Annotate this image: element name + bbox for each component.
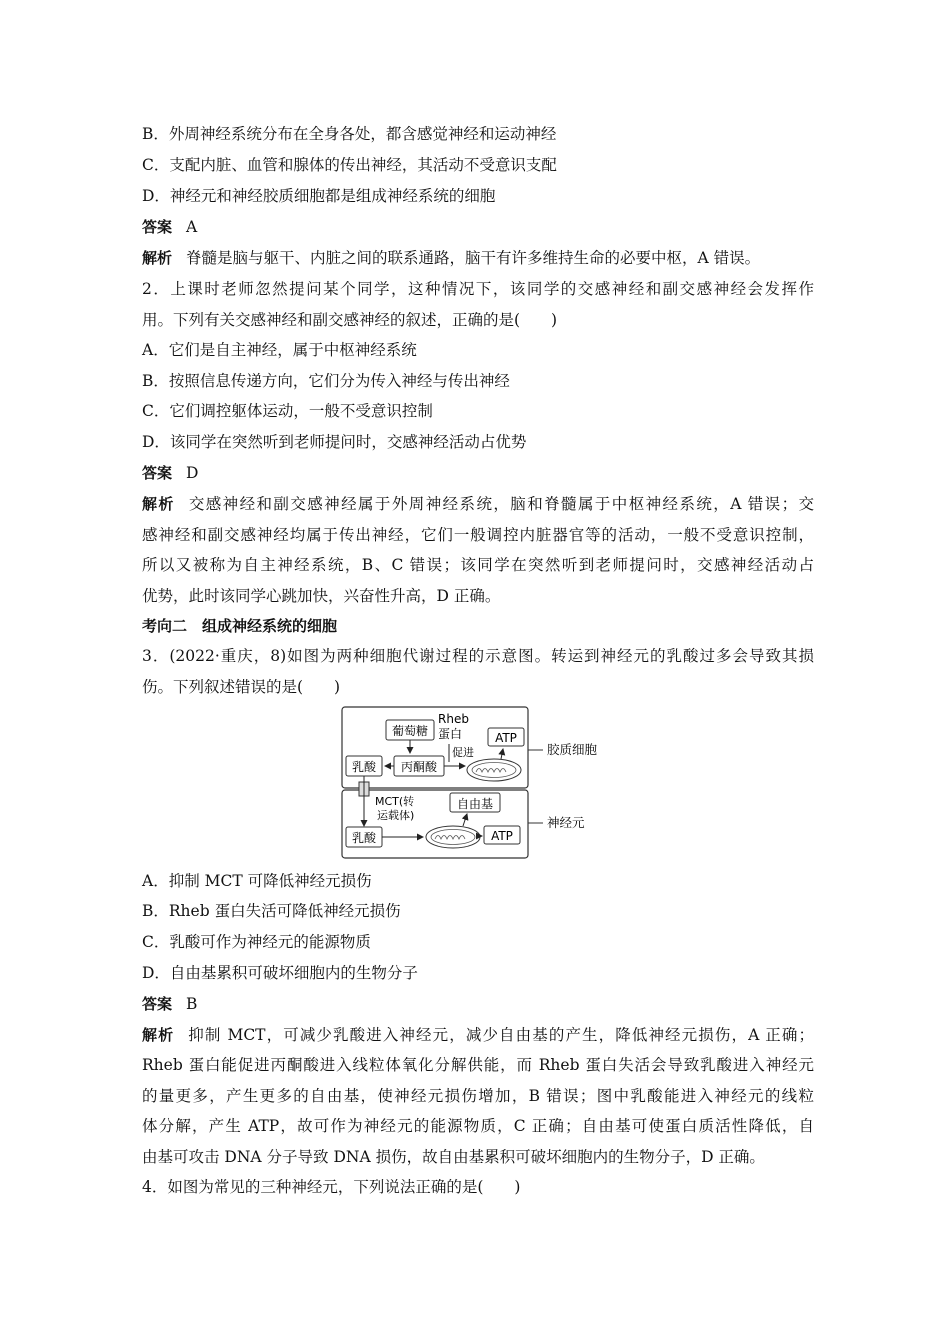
atp-top-text: ATP [495,731,517,745]
q3-analysis-line-3: 的量更多，产生更多的自由基，使神经元损伤增加，B 错误；图中乳酸能进入神经元的线粒 [142,1087,814,1105]
q2-stem-line-1: 2．上课时老师忽然提问某个同学，这种情况下，该同学的交感神经和副交感神经会发挥作 [142,280,814,298]
analysis-text: 交感神经和副交感神经属于外周神经系统，脑和脊髓属于中枢神经系统，A 错误；交 [188,495,814,513]
q2-option-b: B．按照信息传递方向，它们分为传入神经与传出神经 [142,372,510,390]
analysis-text: 脊髓是脑与躯干、内脏之间的联系通路，脑干有许多维持生命的必要中枢，A 错误。 [186,249,761,267]
neuron-label: 神经元 [547,815,585,830]
free-radical-text: 自由基 [456,797,494,811]
q3-answer [142,994,814,1014]
mitochondrion-top [467,759,521,781]
q3-analysis-line-4: 体分解，产生 ATP，故可作为神经元的能源物质，C 正确；自由基可使蛋白质活性降低，自 [142,1117,814,1135]
q1-answer [142,217,814,237]
q2-analysis-line-2: 感神经和副交感神经均属于传出神经，它们一般调控内脏器官等的活动，一般不受意识控制， [142,526,814,544]
answer-label: 答案 [142,995,173,1013]
q1-analysis [142,248,814,268]
transporter-text: 运载体) [377,809,415,822]
q2-analysis-line-4: 优势，此时该同学心跳加快，兴奋性升高，D 正确。 [142,587,501,605]
q2-analysis-line-1 [142,494,814,514]
q3-analysis-line-5: 由基可攻击 DNA 分子导致 DNA 损伤，故自由基累积可破坏细胞内的生物分子，D 正确。 [142,1148,765,1166]
cell-metabolism-diagram [341,706,613,860]
q1-option-d: D．神经元和神经胶质细胞都是组成神经系统的细胞 [142,187,496,205]
lactate-top-text: 乳酸 [351,760,377,774]
glucose-text: 葡萄糖 [391,724,429,738]
q2-stem-line-2: 用。下列有关交感神经和副交感神经的叙述，正确的是( ) [142,311,558,329]
q1-option-c: C．支配内脏、血管和腺体的传出神经，其活动不受意识支配 [142,156,557,174]
analysis-text: 抑制 MCT，可减少乳酸进入神经元，减少自由基的产生，降低神经元损伤，A 正确； [188,1026,814,1044]
lactate-bottom-text: 乳酸 [351,831,377,845]
section-heading: 考向二 组成神经系统的细胞 [142,617,338,635]
q1-option-b: B．外周神经系统分布在全身各处，都含感觉神经和运动神经 [142,125,557,143]
answer-value: D [186,464,199,482]
q3-stem-line-1: 3．(2022·重庆，8)如图为两种细胞代谢过程的示意图。转运到神经元的乳酸过多会导致其损 [142,647,814,665]
glial-cell-label: 胶质细胞 [547,742,598,757]
pyruvate-text: 丙酮酸 [400,760,438,774]
answer-label: 答案 [142,218,173,236]
analysis-label: 解析 [142,249,173,267]
q2-analysis-line-3: 所以又被称为自主神经系统，B、C 错误；该同学在突然听到老师提问时，交感神经活动占 [142,556,814,574]
q3-stem-line-2: 伤。下列叙述错误的是( ) [142,678,341,696]
promote-text: 促进 [452,746,474,759]
q3-analysis-line-2: Rheb 蛋白能促进丙酮酸进入线粒体氧化分解供能，而 Rheb 蛋白失活会导致乳酸进入神经元 [142,1056,814,1074]
q3-option-b: B．Rheb 蛋白失活可降低神经元损伤 [142,902,401,920]
q2-option-c: C．它们调控躯体运动，一般不受意识控制 [142,402,433,420]
analysis-label: 解析 [142,1026,175,1044]
q3-analysis-line-1 [142,1025,814,1045]
answer-value: A [186,218,198,236]
q3-option-c: C．乳酸可作为神经元的能源物质 [142,933,371,951]
q3-option-d: D．自由基累积可破坏细胞内的生物分子 [142,964,418,982]
answer-label: 答案 [142,464,173,482]
mitochondrion-bottom [426,826,480,848]
rheb-text: Rheb [438,712,469,726]
q3-option-a: A．抑制 MCT 可降低神经元损伤 [142,872,372,890]
q2-option-d: D．该同学在突然听到老师提问时，交感神经活动占优势 [142,433,527,451]
rheb-protein-text: 蛋白 [438,727,463,741]
atp-bottom-text: ATP [491,829,513,843]
q2-option-a: A．它们是自主神经，属于中枢神经系统 [142,341,417,359]
answer-value: B [186,995,198,1013]
mct-text: MCT(转 [375,795,415,808]
q2-answer [142,463,814,483]
analysis-label: 解析 [142,495,175,513]
q4-stem: 4．如图为常见的三种神经元，下列说法正确的是( ) [142,1178,521,1196]
